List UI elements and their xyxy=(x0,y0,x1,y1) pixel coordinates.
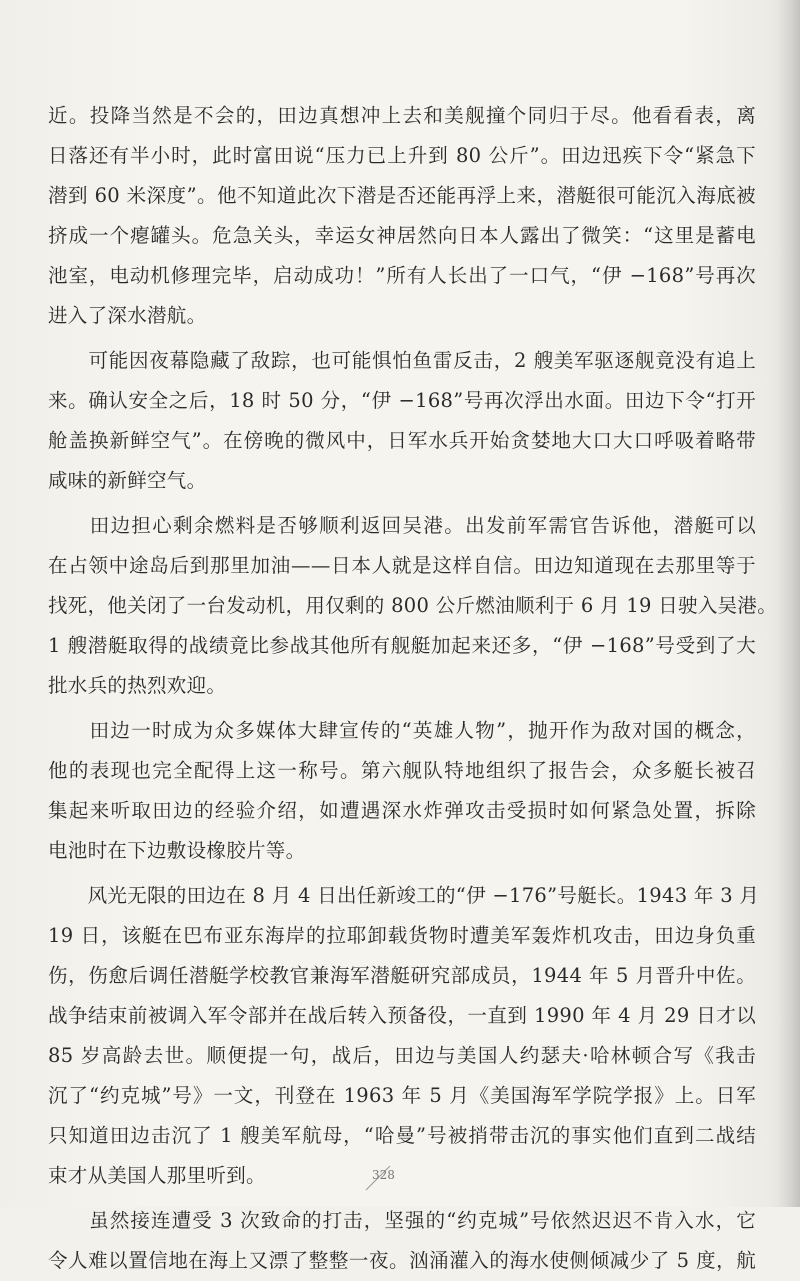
text-line: 1 艘潜艇取得的战绩竟比参战其他所有舰艇加起来还多，“伊 −168”号受到了大 xyxy=(48,634,756,657)
text-line: 咸味的新鲜空气。 xyxy=(48,469,207,492)
paragraph-4 xyxy=(48,711,756,871)
text-line: 19 日，该艇在巴布亚东海岸的拉耶卸载货物时遭美军轰炸机攻击，田边身负重 xyxy=(48,924,756,947)
page-footer xyxy=(360,1162,440,1192)
text-line: 束才从美国人那里听到。 xyxy=(48,1164,266,1187)
text-line: 虽然接连遭受 3 次致命的打击，坚强的“约克城”号依然迟迟不肯入水，它 xyxy=(48,1209,756,1232)
paragraph-5 xyxy=(48,876,760,1196)
text-line: 战争结束前被调入军令部并在战后转入预备役，一直到 1990 年 4 月 29 日才以 xyxy=(48,1004,756,1027)
text-line: 来。确认安全之后，18 时 50 分，“伊 −168”号再次浮出水面。田边下令“打开 xyxy=(48,389,756,412)
text-line: 近。投降当然是不会的，田边真想冲上去和美舰撞个同归于尽。他看看表，离 xyxy=(48,104,756,127)
text-line: 沉了“约克城”号》一文，刊登在 1963 年 5 月《美国海军学院学报》上。日军 xyxy=(48,1084,756,1107)
text-line: 找死，他关闭了一台发动机，用仅剩的 800 公斤燃油顺利于 6 月 19 日驶入吴港。 xyxy=(48,594,778,617)
text-line: 他的表现也完全配得上这一称号。第六舰队特地组织了报告会，众多艇长被召 xyxy=(48,759,756,782)
text-line: 可能因夜幕隐藏了敌踪，也可能惧怕鱼雷反击，2 艘美军驱逐舰竟没有追上 xyxy=(48,349,756,372)
body-text xyxy=(48,96,778,1281)
text-line: 集起来听取田边的经验介绍，如遭遇深水炸弹攻击受损时如何紧急处置，拆除 xyxy=(48,799,756,822)
text-line: 舱盖换新鲜空气”。在傍晚的微风中，日军水兵开始贪婪地大口大口呼吸着略带 xyxy=(48,429,756,452)
text-line: 令人难以置信地在海上又漂了整整一夜。汹涌灌入的海水使侧倾减少了 5 度，航 xyxy=(48,1249,756,1272)
page-spine-shadow xyxy=(778,0,800,1207)
text-line: 挤成一个瘪罐头。危急关头，幸运女神居然向日本人露出了微笑：“这里是蓄电 xyxy=(48,224,756,247)
text-line: 潜到 60 米深度”。他不知道此次下潜是否还能再浮上来，潜艇很可能沉入海底被 xyxy=(48,184,756,207)
text-line: 只知道田边击沉了 1 艘美军航母，“哈曼”号被捎带击沉的事实他们直到二战结 xyxy=(48,1124,756,1147)
text-line: 伤，伤愈后调任潜艇学校教官兼海军潜艇研究部成员，1944 年 5 月晋升中佐。 xyxy=(48,964,756,987)
paragraph-6 xyxy=(48,1201,756,1281)
paragraph-2 xyxy=(48,341,756,501)
text-line: 进入了深水潜航。 xyxy=(48,304,207,327)
text-line: 日落还有半小时，此时富田说“压力已上升到 80 公斤”。田边迅疾下令“紧急下 xyxy=(48,144,756,167)
text-line: 85 岁高龄去世。顺便提一句，战后，田边与美国人约瑟夫·哈林顿合写《我击 xyxy=(48,1044,756,1067)
text-line: 风光无限的田边在 8 月 4 日出任新竣工的“伊 −176”号艇长。1943 年 3 月 xyxy=(48,884,760,907)
text-line: 田边一时成为众多媒体大肆宣传的“英雄人物”，抛开作为敌对国的概念， xyxy=(48,719,756,742)
text-line: 批水兵的热烈欢迎。 xyxy=(48,674,227,697)
text-line: 池室，电动机修理完毕，启动成功！”所有人长出了一口气，“伊 −168”号再次 xyxy=(48,264,756,287)
page-number: 328 xyxy=(372,1168,395,1182)
paragraph-1 xyxy=(48,96,756,336)
text-line: 田边担心剩余燃料是否够顺利返回吴港。出发前军需官告诉他，潜艇可以 xyxy=(48,514,756,537)
text-line: 在占领中途岛后到那里加油——日本人就是这样自信。田边知道现在去那里等于 xyxy=(48,554,756,577)
text-line: 电池时在下边敷设橡胶片等。 xyxy=(48,839,306,862)
paragraph-3 xyxy=(48,506,778,706)
